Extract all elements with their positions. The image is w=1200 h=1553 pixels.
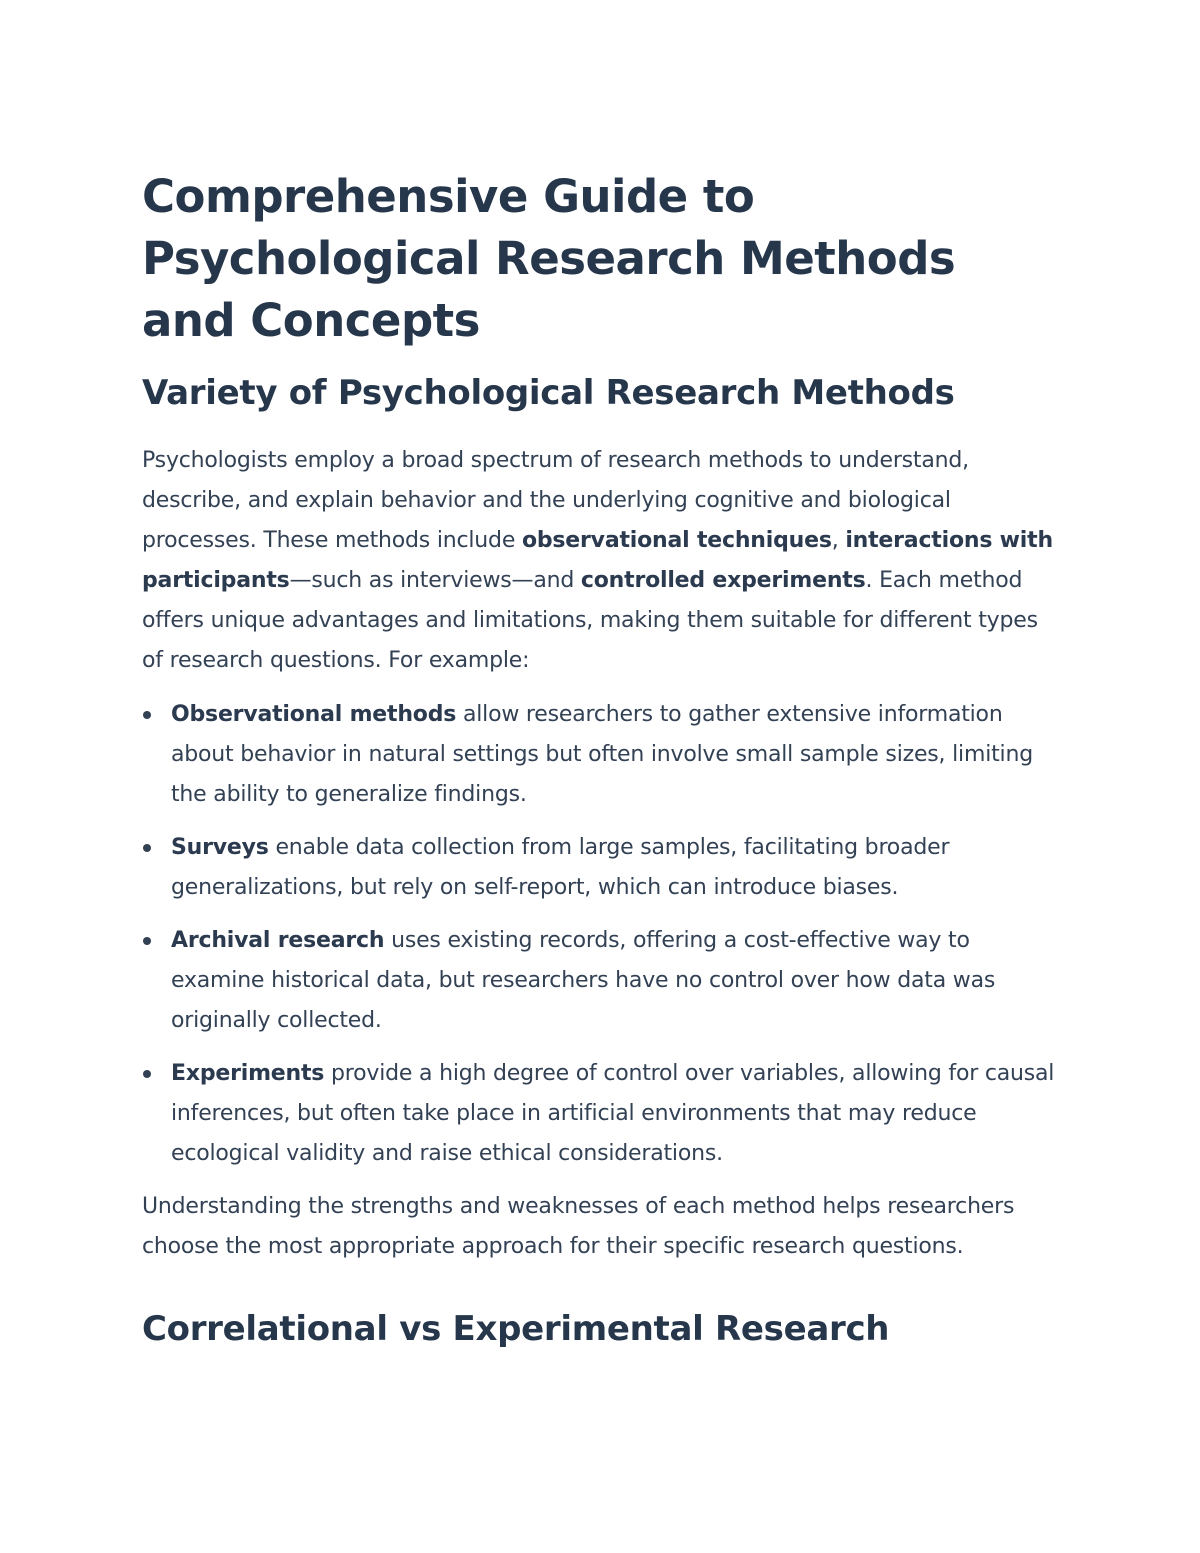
list-item-text: uses existing records, offering a cost-effective way to examine historical data, but researchers have no control over how data was originally collected. xyxy=(171,928,996,1033)
list-item-text: allow researchers to gather extensive information about behavior in natural settings but often involve small sample sizes, limiting the ability to generalize findings. xyxy=(171,702,1033,807)
list-item-term: Surveys xyxy=(171,835,269,860)
intro-text-1: Psychologists employ a broad spectrum of research methods to understand, describe, and explain behavior and the underlying cognitive and biological processes. These methods include xyxy=(142,448,969,553)
list-item xyxy=(142,695,1057,815)
document-title: Comprehensive Guide to Psychological Research Methods and Concepts xyxy=(142,170,956,347)
bullet-icon xyxy=(143,937,151,945)
list-item xyxy=(142,921,1057,1041)
section-heading-research-methods: Variety of Psychological Research Methods xyxy=(142,373,955,413)
list-item-term: Experiments xyxy=(171,1061,325,1086)
methods-list xyxy=(142,695,1057,1174)
bullet-icon xyxy=(143,711,151,719)
list-item xyxy=(142,1054,1057,1174)
bullet-icon xyxy=(143,844,151,852)
intro-paragraph xyxy=(142,441,1057,681)
list-item xyxy=(142,828,1057,908)
intro-text-2: , xyxy=(831,528,846,553)
list-item-term: Archival research xyxy=(171,928,385,953)
list-item-text: provide a high degree of control over variables, allowing for causal inferences, but often take place in artificial environments that may reduce ecological validity and raise ethical considerations. xyxy=(171,1061,1055,1166)
intro-bold-interactions: interactions with participants xyxy=(142,528,1053,593)
list-item-text: enable data collection from large samples, facilitating broader generalizations, but rely on self-report, which can introduce biases. xyxy=(171,835,950,900)
intro-text-3: —such as interviews—and xyxy=(289,568,581,593)
list-item-term: Observational methods xyxy=(171,702,457,727)
intro-text-4: . Each method offers unique advantages and limitations, making them suitable for different types of research questions. For example: xyxy=(142,568,1038,673)
document-page xyxy=(142,166,1057,1351)
intro-bold-observational: observational techniques xyxy=(521,528,832,553)
intro-bold-experiments: controlled experiments xyxy=(580,568,866,593)
section-heading-correlational-experimental: Correlational vs Experimental Research xyxy=(142,1309,890,1349)
bullet-icon xyxy=(143,1070,151,1078)
outro-paragraph: Understanding the strengths and weaknesses of each method helps researchers choose the most appropriate approach for their specific research questions. xyxy=(142,1194,1015,1259)
